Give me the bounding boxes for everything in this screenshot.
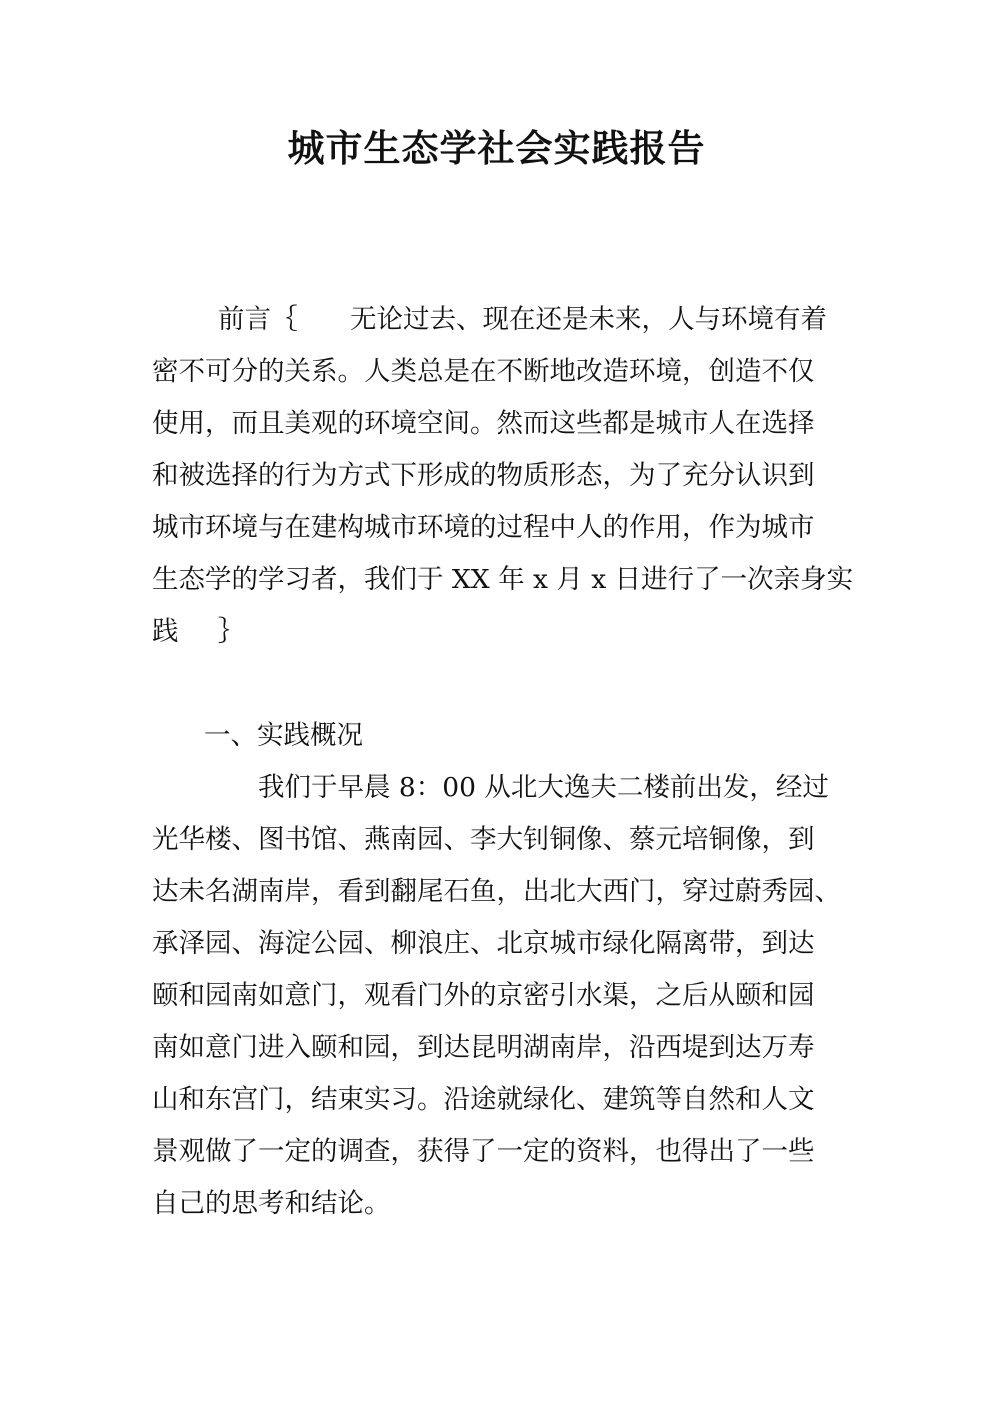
section-line: 山和东宫门，结束实习。沿途就绿化、建筑等自然和人文 xyxy=(152,1084,815,1115)
preface-line: 密不可分的关系。人类总是在不断地改造环境，创造不仅 xyxy=(152,356,815,387)
section-line: 景观做了一定的调查，获得了一定的资料，也得出了一些 xyxy=(152,1136,815,1167)
preface-line: 无论过去、现在还是未来，人与环境有着 xyxy=(350,304,827,335)
preface-line: 和被选择的行为方式下形成的物质形态，为了充分认识到 xyxy=(152,460,815,491)
section-line: 自己的思考和结论。 xyxy=(152,1188,391,1219)
section-line: 承泽园、海淀公园、柳浪庄、北京城市绿化隔离带，到达 xyxy=(152,928,815,959)
preface-label: 前言｛ xyxy=(218,304,298,335)
preface-line: 城市环境与在建构城市环境的过程中人的作用，作为城市 xyxy=(152,512,815,543)
preface-line: 生态学的学习者，我们于 XX 年 x 月 x 日进行了一次亲身实 xyxy=(152,564,854,595)
section-line: 达未名湖南岸，看到翻尾石鱼，出北大西门，穿过蔚秀园、 xyxy=(152,876,841,907)
section-heading: 一、实践概况 xyxy=(204,720,363,751)
preface-line: 使用，而且美观的环境空间。然而这些都是城市人在选择 xyxy=(152,408,815,439)
preface-closing-brace: ｝ xyxy=(218,616,245,647)
section-line: 颐和园南如意门，观看门外的京密引水渠，之后从颐和园 xyxy=(152,980,815,1011)
section-line: 我们于早晨 8：00 从北大逸夫二楼前出发，经过 xyxy=(258,772,829,803)
section-line: 光华楼、图书馆、燕南园、李大钊铜像、蔡元培铜像，到 xyxy=(152,824,815,855)
document-title: 城市生态学社会实践报告 xyxy=(287,126,706,170)
preface-line: 践 xyxy=(152,616,179,647)
section-line: 南如意门进入颐和园，到达昆明湖南岸，沿西堤到达万寿 xyxy=(152,1032,815,1063)
